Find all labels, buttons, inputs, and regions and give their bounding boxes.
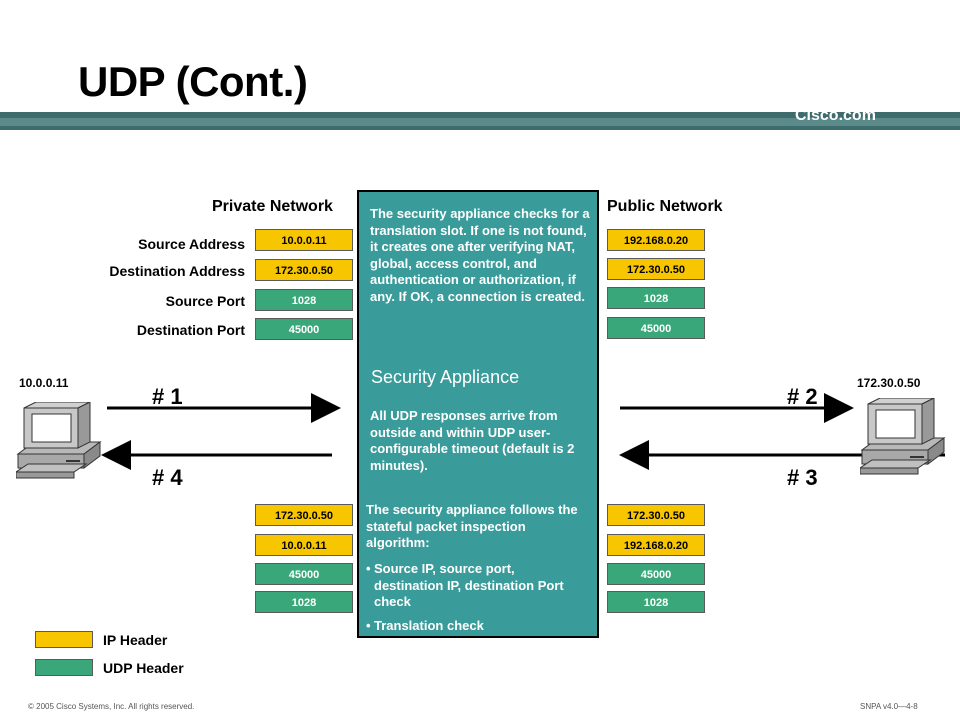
private-network-title: Private Network <box>212 198 333 215</box>
public-network-title: Public Network <box>607 198 723 215</box>
appliance-bullet-2: • Translation check <box>366 618 484 633</box>
public-ret-src-ip: 172.30.0.50 <box>607 504 705 526</box>
brand-label: Cisco.com <box>795 107 876 124</box>
public-ret-dst-ip: 192.168.0.20 <box>607 534 705 556</box>
footer-course-id: SNPA v4.0—4-8 <box>860 702 918 711</box>
appliance-bullet-2-text: Translation check <box>374 618 484 633</box>
label-source-address: Source Address <box>138 236 245 252</box>
private-ret-dst-port: 1028 <box>255 591 353 613</box>
appliance-translation-text: The security appliance checks for a translation slot. If one is not found, it creates one after verifying NAT, global, access control, and authentication or authorization, if any. If OK, a connection is created. <box>370 206 590 304</box>
private-out-dst-port: 45000 <box>255 318 353 340</box>
step-2-label: # 2 <box>787 384 818 409</box>
appliance-bullet-1-text: Source IP, source port, destination IP, destination Port check <box>374 561 564 609</box>
private-ret-src-port: 45000 <box>255 563 353 585</box>
private-ret-src-ip: 172.30.0.50 <box>255 504 353 526</box>
public-ret-src-port: 45000 <box>607 563 705 585</box>
public-host-ip: 172.30.0.50 <box>857 376 921 390</box>
private-host-ip: 10.0.0.11 <box>19 376 69 390</box>
private-host-computer-icon <box>16 402 102 480</box>
appliance-stateful-text: The security appliance follows the stateful packet inspection algorithm: <box>366 502 578 550</box>
step-3-label: # 3 <box>787 465 818 490</box>
label-destination-address: Destination Address <box>109 263 245 279</box>
label-destination-port: Destination Port <box>136 322 245 338</box>
step-4-label: # 4 <box>152 465 183 490</box>
public-ret-dst-port: 1028 <box>607 591 705 613</box>
public-out-dst-port: 45000 <box>607 317 705 339</box>
private-out-src-ip: 10.0.0.11 <box>255 229 353 251</box>
legend-ip-header-swatch <box>35 631 93 648</box>
legend-udp-header-swatch <box>35 659 93 676</box>
appliance-bullet-1: • Source IP, source port, destination IP, destination Port check <box>366 561 592 611</box>
step-1-label: # 1 <box>152 384 183 409</box>
public-out-dst-ip: 172.30.0.50 <box>607 258 705 280</box>
legend-ip-header-label: IP Header <box>103 632 168 648</box>
appliance-name: Security Appliance <box>371 367 520 387</box>
private-ret-dst-ip: 10.0.0.11 <box>255 534 353 556</box>
private-out-src-port: 1028 <box>255 289 353 311</box>
footer-copyright: © 2005 Cisco Systems, Inc. All rights reserved. <box>28 702 195 711</box>
private-out-dst-ip: 172.30.0.50 <box>255 259 353 281</box>
label-source-port: Source Port <box>165 293 245 309</box>
page-title: UDP (Cont.) <box>78 58 308 105</box>
legend-udp-header-label: UDP Header <box>103 660 184 676</box>
appliance-udp-response-text: All UDP responses arrive from outside and within UDP user-configurable timeout (default is 2 minutes). <box>370 408 575 473</box>
public-host-computer-icon <box>860 398 946 476</box>
public-out-src-port: 1028 <box>607 287 705 309</box>
public-out-src-ip: 192.168.0.20 <box>607 229 705 251</box>
